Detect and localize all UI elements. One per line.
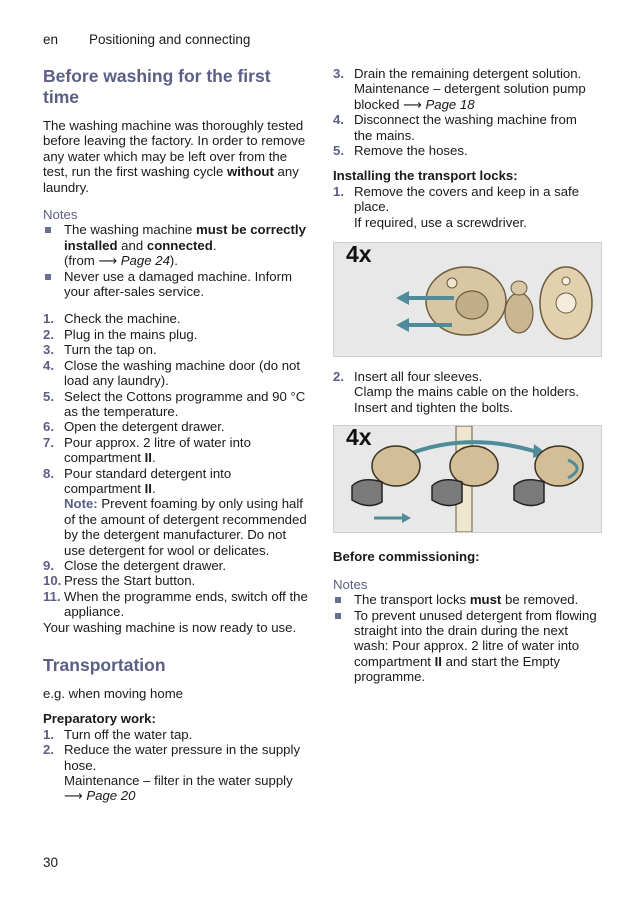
arrow-icon: ⟶ (98, 253, 118, 269)
sleeves-installation-figure (333, 425, 602, 533)
list-item: 2. Reduce the water pressure in the supply hose. Maintenance – filter in the water supply ⟶ Page 20 (43, 742, 301, 804)
page-reference[interactable]: Page 20 (86, 788, 136, 804)
page-number: 30 (43, 855, 59, 870)
list-item: 2. Insert all four sleeves. Clamp the mains cable on the holders. Insert and tighten the bolts. (333, 369, 580, 415)
figure-quantity-label: 4x (346, 241, 372, 268)
list-item: 3. Turn the tap on. (43, 342, 157, 358)
sleeves-illustration (334, 426, 601, 532)
list-item: 4. Close the washing machine door (do not load any laundry). (43, 357, 301, 389)
list-item: 1. Turn off the water tap. (43, 726, 193, 742)
list-item: 9. Close the detergent drawer. (43, 557, 227, 573)
list-item: 5. Remove the hoses. (333, 143, 468, 159)
list-item: 4. Disconnect the washing machine from the mains. (333, 112, 577, 143)
transportation-subtitle: e.g. when moving home (43, 686, 184, 701)
list-item: 1. Remove the covers and keep in a safe place. If required, use a screwdriver. (333, 183, 580, 230)
note-item: Never use a damaged machine. Inform your after-sales service. (43, 269, 308, 300)
list-item: 7. Pour approx. 2 litre of water into compartment II. (43, 434, 251, 466)
before-washing-heading: Before washing for the first time (43, 66, 271, 107)
bullet-square-icon (335, 613, 341, 619)
note-label: Note: (64, 496, 98, 512)
transportation-heading: Transportation (43, 655, 166, 675)
cover-removal-illustration (334, 243, 601, 356)
bullet-square-icon (335, 597, 341, 603)
notes-heading: Notes (43, 207, 78, 223)
preparatory-work-heading: Preparatory work: (43, 711, 156, 727)
note-item: The transport locks must be removed. (333, 592, 598, 607)
list-item: 2. Plug in the mains plug. (43, 326, 198, 342)
note-item: The washing machine must be correctly installed and connected. (from ⟶ Page 24). (43, 222, 308, 268)
list-item: 8. Pour standard detergent into compartment II. Note: Prevent foaming by only using half of the amount of detergent recommended by the detergent manufacturer. Do not use detergent for wool or delicates. (43, 465, 307, 558)
right-column (333, 66, 598, 685)
before-commissioning-heading: Before commissioning: (333, 549, 480, 565)
install-transport-locks-heading: Installing the transport locks: (333, 168, 518, 184)
arrow-icon: ⟶ (64, 788, 83, 804)
list-item: 5. Select the Cottons programme and 90 °C as the temperature. (43, 388, 306, 419)
page-reference[interactable]: Page 24 (120, 253, 170, 269)
transport-lock-covers-figure (333, 242, 602, 357)
arrow-icon: ⟶ (403, 96, 422, 112)
closing-text: Your washing machine is now ready to use. (43, 619, 297, 635)
notes-heading: Notes (333, 576, 368, 592)
note-item: To prevent unused detergent from flowing straight into the drain during the next wash: Pour approx. 2 litre of water into compartment II and start the Empty programme. (333, 608, 598, 685)
figure-quantity-label: 4x (346, 424, 372, 451)
before-washing-intro: The washing machine was thoroughly tested before leaving the factory. In order to remove any water which may be left over from the test, run the first washing cycle without any laundry. (43, 118, 306, 195)
header-language: en (43, 32, 59, 47)
list-item: 10. Press the Start button. (43, 573, 196, 589)
bullet-square-icon (45, 274, 51, 280)
list-item: 3. Drain the remaining detergent solution. Maintenance – detergent solution pump blocked ⟶ Page 18 (333, 66, 586, 112)
left-column (43, 66, 308, 804)
list-item: 6. Open the detergent drawer. (43, 419, 225, 435)
steps-list (43, 311, 308, 434)
header-section-title: Positioning and connecting (89, 32, 251, 47)
page-reference[interactable]: Page 18 (425, 96, 475, 112)
list-item: 11. When the programme ends, switch off the appliance. (43, 588, 308, 620)
list-item: 1. Check the machine. (43, 311, 181, 327)
bullet-square-icon (45, 227, 51, 233)
